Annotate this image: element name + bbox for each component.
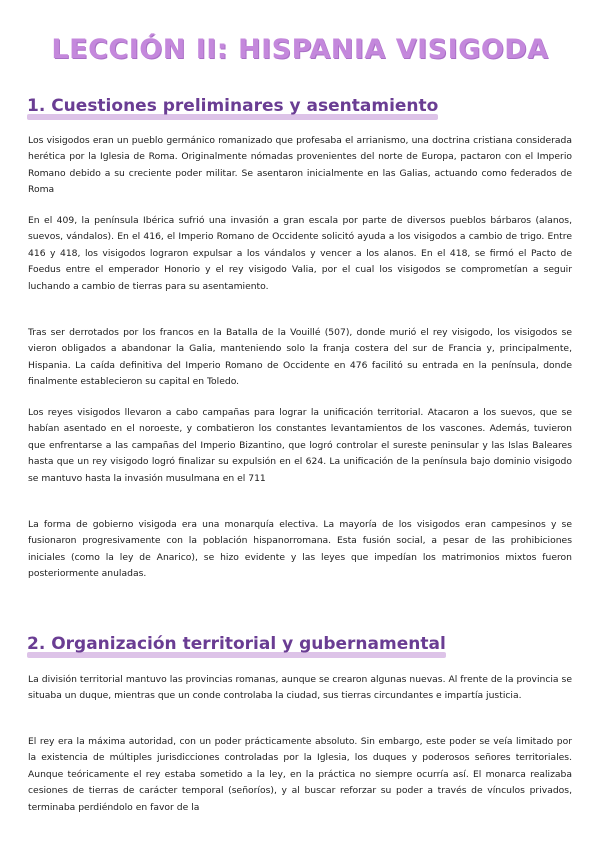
paragraph: En el 409, la península Ibérica sufrió una invasión a gran escala por parte de diversos pueblos bárbaros (alanos, suevos, vándalos). En el 416, el Imperio Romano de Occidente solicitó ayuda a los visigodos a cambio de trigo. Entre 416 y 418, los visigodos lograron expulsar a los vándalos y vencer a los alanos. En el 418, se firmó el Pacto de Foedus entre el emperador Honorio y el rey visigodo Valia, por el cual los visigodos se comprometían a seguir luchando a cambio de tierras para su asentamiento. (28, 215, 572, 292)
page-title: LECCIÓN II: HISPANIA VISIGODA (51, 34, 549, 65)
paragraph: El rey era la máxima autoridad, con un poder prácticamente absoluto. Sin embargo, este poder se veía limitado por la existencia de múltiples jurisdicciones controladas por la Iglesia, los duques y poderosos señores territoriales. Aunque teóricamente el rey estaba sometido a la ley, en la práctica no siempre ocurría así. El monarca realizaba cesiones de tierras de carácter temporal (señoríos), y al buscar reforzar su poder a través de vínculos privados, terminaba perdiéndolo en favor de la (28, 736, 572, 813)
section-heading-1-text: 1. Cuestiones preliminares y asentamiento (27, 96, 439, 116)
paragraph: Tras ser derrotados por los francos en la Batalla de la Vouillé (507), donde murió el rey visigodo, los visigodos se vieron obligados a abandonar la Galia, manteniendo solo la franja costera del sur de Francia y, principalmente, Hispania. La caída definitiva del Imperio Romano de Occidente en 476 facilitó su entrada en la península, donde finalmente establecieron su capital en Toledo. (28, 327, 572, 388)
paragraph: Los reyes visigodos llevaron a cabo campañas para lograr la unificación territorial. Atacaron a los suevos, que se habían asentado en el noroeste, y combatieron los constantes levantamientos de los vascones. Además, tuvieron que enfrentarse a las campañas del Imperio Bizantino, que logró controlar el sureste peninsular y las Islas Baleares hasta que un rey visigodo logró finalizar su expulsión en el 624. La unificación de la península bajo dominio visigodo se mantuvo hasta la invasión musulmana en el 711 (28, 407, 572, 484)
paragraph: La forma de gobierno visigoda era una monarquía electiva. La mayoría de los visigodos eran campesinos y se fusionaron progresivamente con la población hispanorromana. Esta fusión social, a pesar de las prohibiciones iniciales (como la ley de Anarico), se hizo evidente y las leyes que impedían los matrimonios mixtos fueron posteriormente anuladas. (28, 519, 572, 580)
section-heading-2-text: 2. Organización territorial y gubernamental (27, 634, 446, 654)
section-heading-1 (27, 96, 438, 116)
section-heading-2 (27, 634, 446, 654)
paragraph: Los visigodos eran un pueblo germánico romanizado que profesaba el arrianismo, una doctrina cristiana considerada herética por la Iglesia de Roma. Originalmente nómadas provenientes del norte de Europa, pactaron con el Imperio Romano debido a su creciente poder militar. Se asentaron inicialmente en las Galias, actuando como federados de Roma (28, 135, 572, 196)
paragraph: La división territorial mantuvo las provincias romanas, aunque se crearon algunas nuevas. Al frente de la provincia se situaba un duque, mientras que un conde controlaba la ciudad, sus tierras circundantes e impartía justicia. (28, 674, 572, 702)
